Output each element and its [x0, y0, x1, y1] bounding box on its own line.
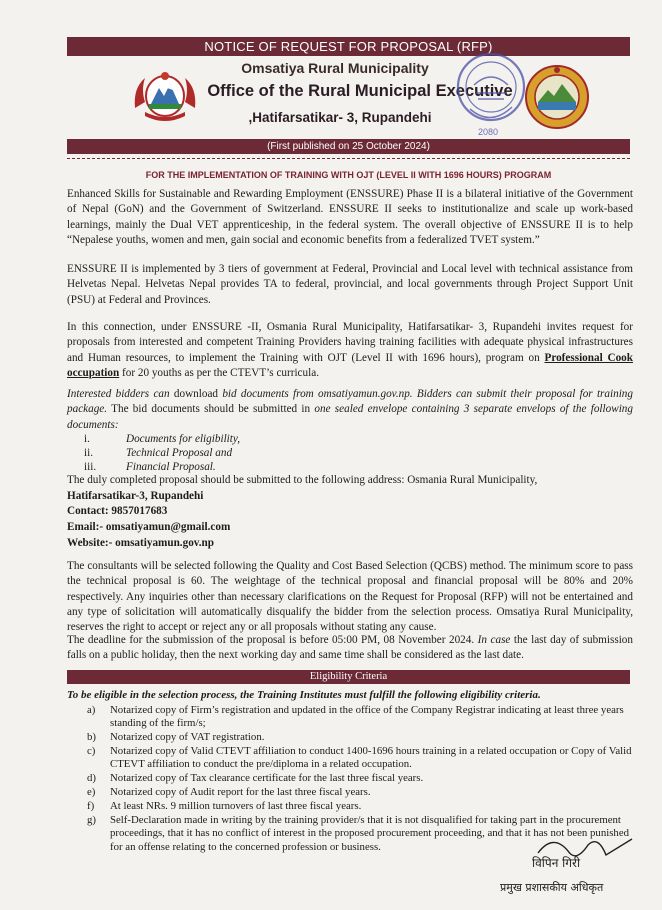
criteria-text: Notarized copy of Audit report for the last three fiscal years. [110, 786, 371, 798]
office-title: Office of the Rural Municipal Executive [207, 82, 513, 100]
paragraph-implementation: ENSSURE II is implemented by 3 tiers of government at Federal, Provincial and Local level with technical assistance from Helvetas Nepal. Helvetas Nepal provides TA to federal, provincial, and local governments through Project Support Unit (PSU) at Federal and Provinces. [67, 263, 633, 306]
bid-text-d: The bid documents should be submitted in [107, 403, 315, 416]
stamp-year: 2080 [478, 127, 499, 137]
criteria-item [87, 745, 633, 772]
criteria-item [87, 704, 633, 731]
bid-text-a: Interested bidders can [67, 388, 170, 400]
submission-address-text: The duly completed proposal should be submitted to the following address: Osmania Rural Municipality, [67, 474, 538, 486]
criteria-text: At least NRs. 9 million turnovers of last three fiscal years. [110, 800, 362, 812]
signature [498, 833, 648, 903]
criteria-num: e) [87, 786, 96, 798]
invitation-text: In this connection, under ENSSURE -II, Osmania Rural Municipality, Hatifarsatikar- 3, Rupandehi invites request for proposals from interested and competent Training Providers having training facilities with adequate physical infrastructures and Human resources, to implement the Training with OJT (Level II with 1696 hours), program on [67, 321, 633, 364]
criteria-num: a) [87, 704, 96, 716]
document-text: Technical Proposal and [126, 447, 233, 459]
municipality-logo [524, 64, 590, 130]
criteria-item [87, 731, 633, 744]
program-title: FOR THE IMPLEMENTATION OF TRAINING WITH OJT (LEVEL II WITH 1696 HOURS) PROGRAM [145, 170, 552, 180]
deadline-text: The deadline for the submission of the proposal is before 05:00 PM, 08 November 2024. [67, 634, 478, 646]
notice-title-bar: NOTICE OF REQUEST FOR PROPOSAL (RFP) [67, 37, 630, 56]
eligibility-heading: Eligibility Criteria [67, 670, 630, 684]
criteria-num: b) [87, 731, 96, 743]
office-address: ,Hatifarsatikar- 3, Rupandehi [248, 110, 432, 125]
occupation-text: Professional Cook occupation [67, 351, 633, 379]
contact-address: Hatifarsatikar-3, Rupandehi [67, 490, 204, 502]
municipality-name: Omsatiya Rural Municipality [241, 60, 429, 76]
document-num: i. [84, 433, 90, 445]
bid-text-c: bid documents from omsatiyamun.gov.np. Bidders can submit their proposal for training package. [67, 388, 633, 416]
document-num: ii. [84, 447, 94, 459]
contact-email: Email:- omsatiyamun@gmail.com [67, 521, 231, 533]
paragraph-deadline [67, 633, 633, 664]
paragraph-intro: Enhanced Skills for Sustainable and Rewarding Employment (ENSSURE) Phase II is a bilateral initiative of the Government of Nepal (GoN) and the Government of Switzerland. ENSSURE II seeks to institutionalize and scale up work-based learnings, mainly the Dual VET apprenticeship, in the federal system. The overall objective of ENSSURE II is to help “Nepalese youths, women and men, gain social and economic benefits from a federalized TVET system.” [67, 188, 633, 246]
criteria-num: c) [87, 745, 96, 757]
criteria-text: Notarized copy of Firm’s registration and updated in the office of the Company Registrar indicating at least three years standing of the firm/s; [110, 704, 624, 730]
document-text: Documents for eligibility, [126, 433, 241, 445]
deadline-incase: In case [477, 634, 511, 646]
criteria-item [87, 800, 633, 813]
eligibility-intro: To be eligible in the selection process, the Training Institutes must fulfill the following eligibility criteria. [67, 689, 541, 701]
contact-website: Website:- omsatiyamun.gov.np [67, 537, 215, 549]
bid-text-e: one sealed envelope containing 3 separate envelops of the following documents: [67, 403, 633, 431]
deadline-tail: the last day of submission falls on a public holiday, then the next working day and same time shall be considered as the last date. [67, 634, 633, 662]
signature-name: विपिन गिरी [532, 856, 581, 870]
signature-title: प्रमुख प्रशासकीय अधिकृत [500, 881, 604, 894]
criteria-text: Self-Declaration made in writing by the training provider/s that it is not disqualified for taking part in the procurement proceedings, that it has no conflict of interest in the proposed procurement proceeding, and that it has not been punished for an offense relating to the concerned profession or business. [110, 814, 630, 853]
criteria-num: d) [87, 772, 96, 784]
first-published-bar: (First published on 25 October 2024) [67, 139, 630, 154]
criteria-item [87, 786, 633, 799]
document-num: iii. [84, 461, 97, 473]
paragraph-bid-documents [67, 387, 633, 433]
criteria-text: Notarized copy of VAT registration. [110, 731, 265, 743]
official-stamp [448, 47, 534, 142]
criteria-text: Notarized copy of Valid CTEVT affiliation to conduct 1400-1696 hours training in a related occupation or Copy of Valid CTEVT affiliation to conduct the pre/diploma in a related occupation. [110, 745, 632, 771]
criteria-text: Notarized copy of Tax clearance certificate for the last three fiscal years. [110, 772, 424, 784]
contact-phone: Contact: 9857017683 [67, 505, 168, 517]
divider [67, 158, 630, 159]
criteria-item [87, 772, 633, 785]
criteria-num: f) [87, 800, 95, 812]
paragraph-invitation [67, 320, 633, 381]
bid-text-b: download [169, 388, 223, 400]
document-text: Financial Proposal. [126, 461, 216, 473]
invitation-tail: for 20 youths as per the CTEVT’s curricula. [119, 366, 319, 379]
paragraph-selection: The consultants will be selected following the Quality and Cost Based Selection (QCBS) method. The minimum score to pass the technical proposal is 60. The weightage of the technical proposal and financial proposal will be 80% and 20% respectively. Any inquiries other than necessary clarifications on the Request for Proposal (RFP) will not be entertained and any type of solicitation will automatically disqualify the bidder from the selection process. Omsatiya Rural Municipality, reserves the right to accept or reject any or all proposals without stating any cause. [67, 560, 633, 634]
criteria-num: g) [87, 814, 96, 826]
